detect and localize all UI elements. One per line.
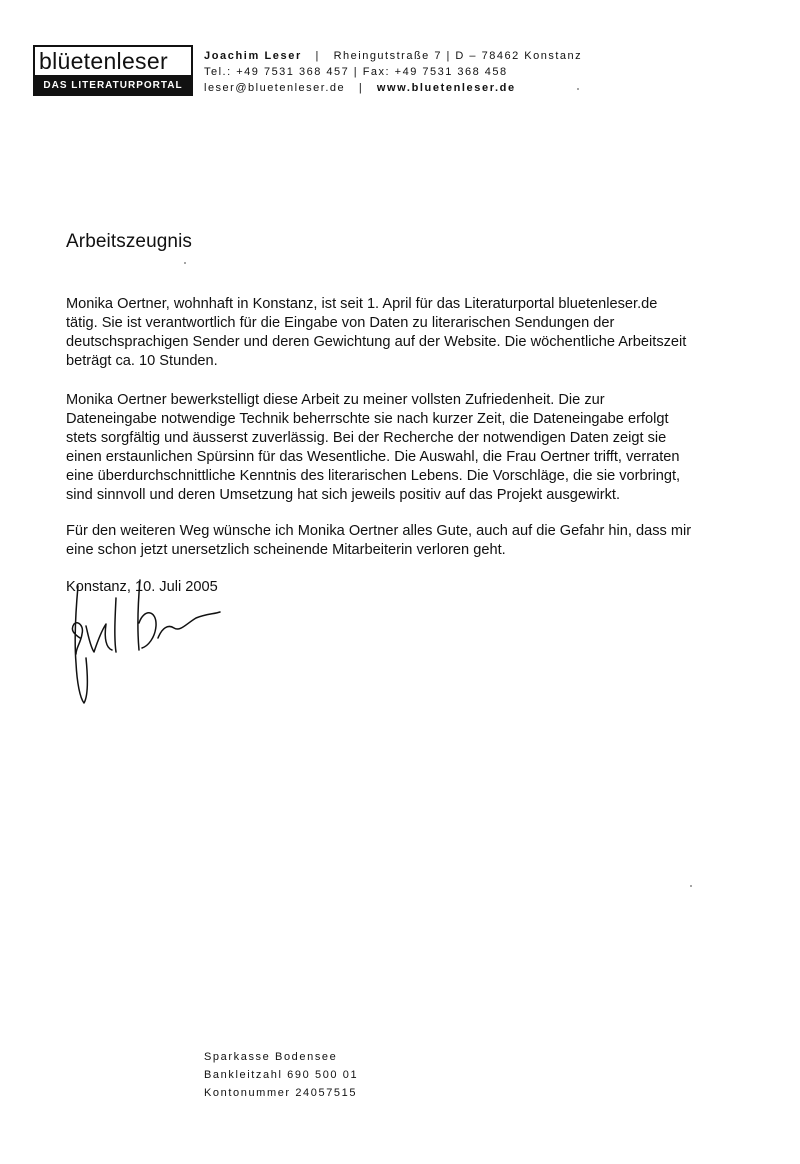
brand-logo xyxy=(33,45,193,97)
paragraph-line: Für den weiteren Weg wünsche ich Monika Oertner alles Gute, auch auf die Gefahr hin, dass mir xyxy=(66,523,692,539)
paragraph-line: Dateneingabe notwendige Technik beherrschte sie nach kurzer Zeit, die Dateneingabe erfolgt xyxy=(66,411,669,427)
separator: | xyxy=(358,82,364,94)
contact-line-web xyxy=(204,80,582,96)
paragraph-line: Monika Oertner bewerkstelligt diese Arbeit zu meiner vollsten Zufriedenheit. Die zur xyxy=(66,392,605,408)
paragraph-line: stets sorgfältig und äusserst zuverlässig. Bei der Recherche der notwendigen Daten zeigt sie xyxy=(66,430,667,446)
contact-name: Joachim Leser xyxy=(204,50,302,62)
contact-web: www.bluetenleser.de xyxy=(376,82,516,94)
paragraph-line: deutschsprachigen Sender und deren Gewichtung auf der Website. Die wöchentliche Arbeitszeit xyxy=(66,334,687,350)
contact-phone-fax: Tel.: +49 7531 368 457 | Fax: +49 7531 368 458 xyxy=(204,66,508,78)
contact-line-address xyxy=(204,48,582,64)
letter-title: Arbeitszeugnis xyxy=(66,231,193,252)
logo-tagline xyxy=(33,75,193,96)
logo-tagline-text: DAS LITERATURPORTAL xyxy=(43,80,183,91)
paragraph-farewell xyxy=(66,522,746,560)
paragraph-employment xyxy=(66,295,746,371)
bank-name: Sparkasse Bodensee xyxy=(204,1051,338,1063)
paragraph-line: eine schon jetzt unersetzlich scheinende Mitarbeiterin verloren geht. xyxy=(66,542,506,558)
scan-speck xyxy=(690,885,692,887)
bank-details xyxy=(204,1048,358,1102)
paragraph-line: beträgt ca. 10 Stunden. xyxy=(66,353,218,369)
place-date: Konstanz, 10. Juli 2005 xyxy=(66,579,218,595)
scan-speck xyxy=(184,262,186,264)
paragraph-line: einen erstaunlichen Spürsinn für das Wesentliche. Die Auswahl, die Frau Oertner trifft, verraten xyxy=(66,449,680,465)
bank-code: Bankleitzahl 690 500 01 xyxy=(204,1069,359,1081)
handwritten-signature xyxy=(62,568,232,718)
paragraph-assessment xyxy=(66,391,746,505)
logo-wordmark-box xyxy=(33,45,193,77)
paragraph-line: Monika Oertner, wohnhaft in Konstanz, ist seit 1. April für das Literaturportal bluetenleser.de xyxy=(66,296,658,312)
paragraph-line: sind sinnvoll und deren Umsetzung hat sich jeweils positiv auf das Projekt ausgewirkt. xyxy=(66,487,621,503)
logo-wordmark: blüetenleser xyxy=(39,48,168,74)
letterhead-contact xyxy=(204,48,582,96)
contact-email: leser@bluetenleser.de xyxy=(204,82,346,94)
contact-line-phone xyxy=(204,64,582,80)
paragraph-line: eine überdurchschnittliche Kenntnis des literarischen Lebens. Die Vorschläge, die sie vorbringt, xyxy=(66,468,681,484)
contact-address: Rheingutstraße 7 | D – 78462 Konstanz xyxy=(333,50,583,62)
paragraph-line: tätig. Sie ist verantwortlich für die Eingabe von Daten zu literarischen Sendungen der xyxy=(66,315,615,331)
scan-speck xyxy=(577,88,579,90)
separator: | xyxy=(315,50,320,62)
account-number: Kontonummer 24057515 xyxy=(204,1087,358,1099)
